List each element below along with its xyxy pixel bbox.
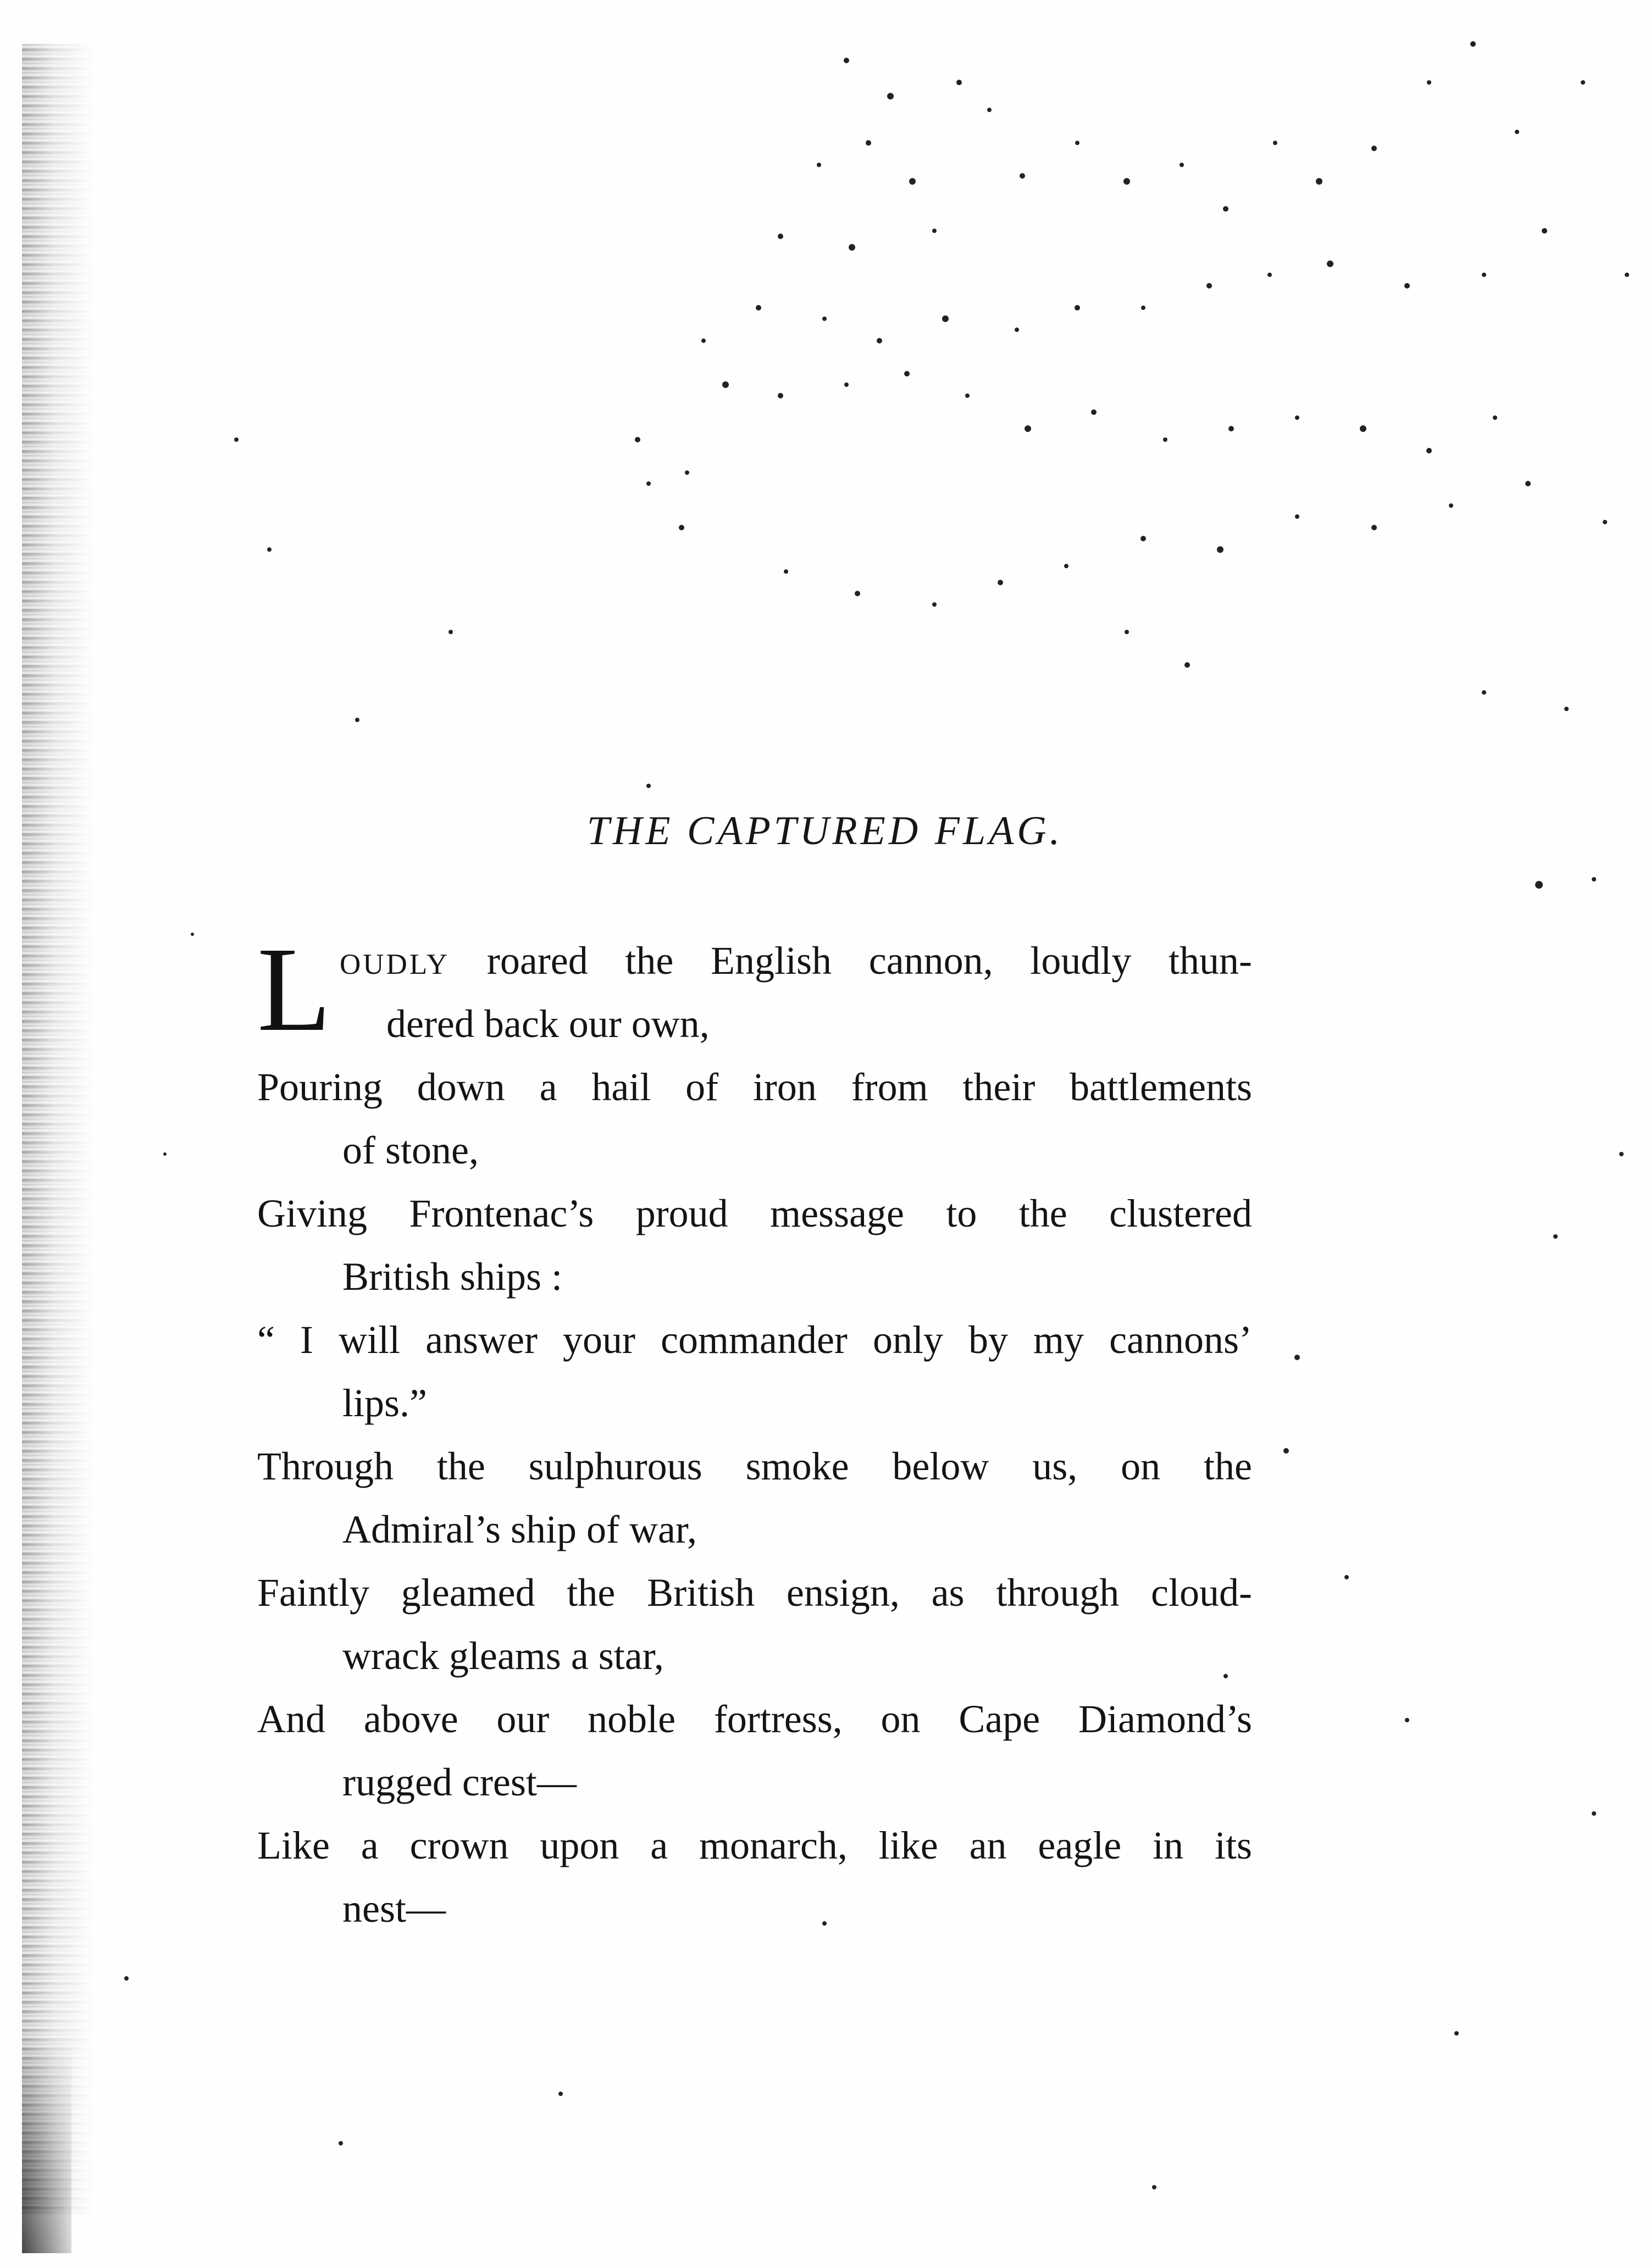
line-main: Like a crown upon a monarch, like an eagle in its: [257, 1823, 1252, 1867]
line-continuation: of stone,: [342, 1128, 479, 1172]
poem-line-4: [257, 1308, 1252, 1435]
line-continuation: dered back our own,: [386, 1002, 710, 1046]
line-main: Pouring down a hail of iron from their battlements: [257, 1065, 1252, 1109]
line-continuation: Admiral’s ship of war,: [342, 1507, 697, 1551]
line-main: Through the sulphurous smoke below us, on the: [257, 1444, 1252, 1488]
poem-line-2: [257, 1056, 1252, 1182]
poem-line-6: [257, 1561, 1252, 1688]
poem-line-8: [257, 1814, 1252, 1940]
poem-line-7: [257, 1688, 1252, 1814]
line-main: Faintly gleamed the British ensign, as through cloud-: [257, 1571, 1252, 1615]
poem-line-3: [257, 1182, 1252, 1308]
line-main: And above our noble fortress, on Cape Diamond’s: [257, 1697, 1252, 1741]
line-continuation: nest—: [342, 1887, 446, 1931]
drop-cap: L: [257, 922, 331, 1056]
line-continuation: rugged crest—: [342, 1760, 577, 1804]
line-continuation: wrack gleams a star,: [342, 1634, 664, 1678]
poem-line-1: [257, 922, 1252, 1056]
line-main: roared the English cannon, loudly thun-: [486, 939, 1252, 983]
line-continuation: British ships :: [342, 1255, 563, 1299]
poem-body: [257, 922, 1252, 1940]
poem-line-5: [257, 1435, 1252, 1561]
poem-title: THE CAPTURED FLAG.: [586, 808, 1064, 853]
line-continuation: lips.”: [342, 1381, 427, 1425]
line-main: Giving Frontenac’s proud message to the clustered: [257, 1191, 1252, 1235]
first-word-rest: oudly: [340, 937, 450, 983]
line-main: “ I will answer your commander only by my cannons’: [257, 1318, 1252, 1362]
